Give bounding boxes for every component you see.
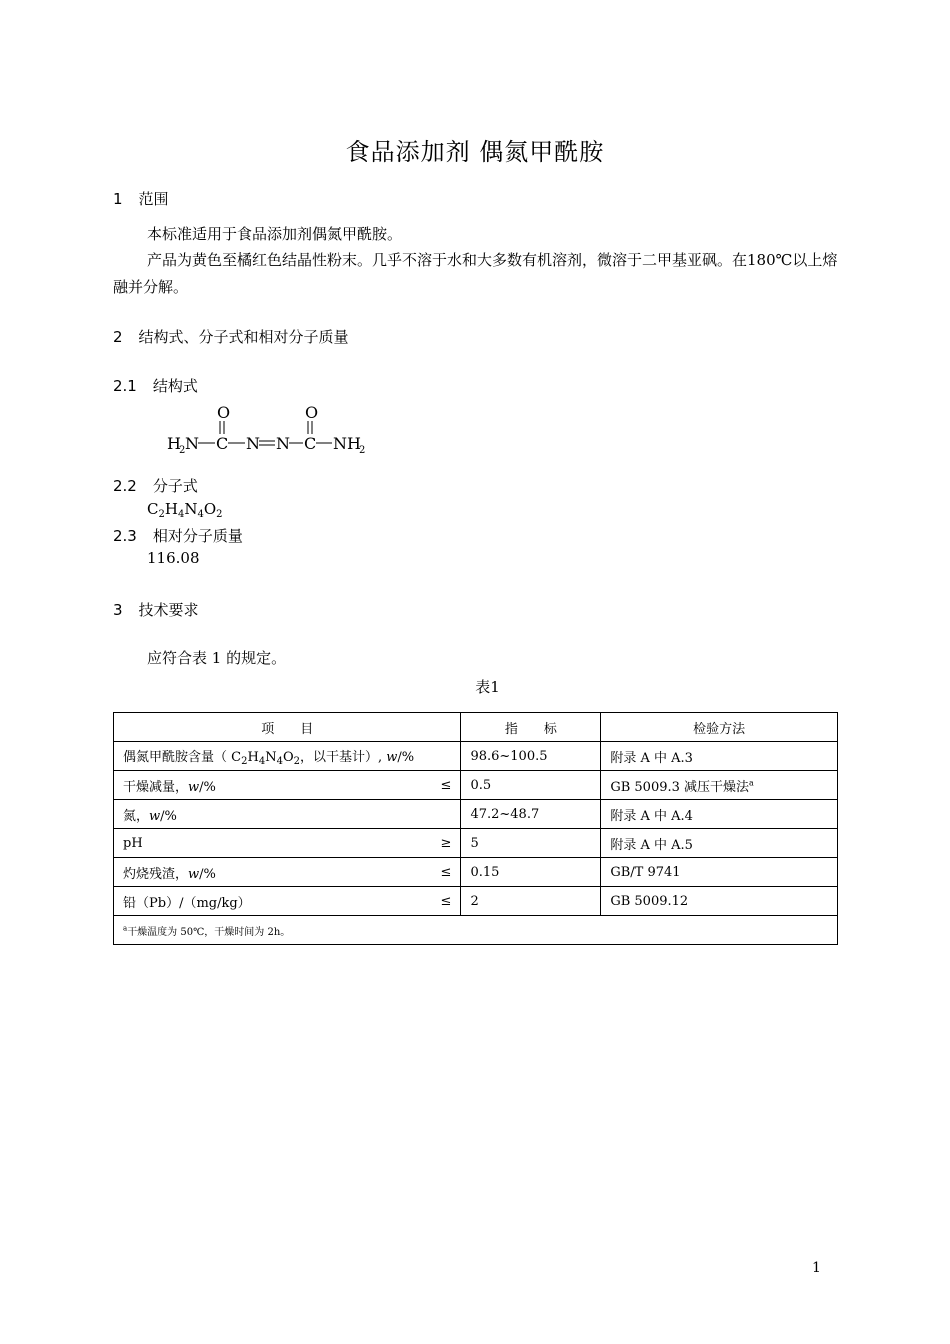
table-caption: 表1 [475,678,500,696]
table-row [114,887,838,916]
row-item: pH ≥ [114,829,461,858]
section-2-1-heading [113,375,198,396]
row-item: 干燥减量，w/% ≤ [114,771,461,800]
row-item: 灼烧残渣，w/% ≤ [114,858,461,887]
requirements-table [113,712,838,945]
row-method: 附录 A 中 A.4 [601,800,838,829]
molecular-formula: $C_2H_4N_4O_2$ [147,500,223,520]
section-3-heading [113,599,199,620]
section-title: 相对分子质量 [152,527,243,545]
formula-c-right: C [304,434,317,453]
section-number: 2.3 [113,527,137,545]
comparison-symbol: ≥ [440,835,452,851]
row-method: GB/T 9741 [601,858,838,887]
table-row [114,771,838,800]
row-item: 氮，w/% [114,800,461,829]
section-number: 1 [113,190,123,208]
molecular-mass: 116.08 [147,549,200,567]
section-2-heading [113,326,349,347]
table-header-row [114,713,838,742]
table-footnote: $^a$干燥温度为 50℃，干燥时间为 2h。 [114,916,838,945]
comparison-symbol: ≤ [440,893,452,909]
row-value: 98.6~100.5 [461,742,601,771]
formula-oxygen-left: O [217,403,231,422]
table-row [114,800,838,829]
row-value: 0.5 [461,771,601,800]
section-2-2-heading [113,475,198,496]
section-number: 2.2 [113,477,137,495]
section-title: 结构式 [152,377,198,395]
row-method: 附录 A 中 A.3 [601,742,838,771]
table-row [114,829,838,858]
header-index: 指 标 [461,713,601,742]
scope-paragraph-2: 产品为黄色至橘红色结晶性粉末。几乎不溶于水和大多数有机溶剂，微溶于二甲基亚砜。在180℃以上熔融并分解。 [113,251,838,296]
row-value: 47.2~48.7 [461,800,601,829]
formula-n-mid1: N [246,434,260,453]
row-method: GB 5009.12 [601,887,838,916]
requirements-paragraph: 应符合表 1 的规定。 [147,649,287,667]
formula-nh-sub: 2 [359,445,366,456]
formula-oxygen-right: O [305,403,319,422]
comparison-symbol: ≤ [440,864,452,880]
row-value: 2 [461,887,601,916]
section-2-3-heading [113,525,243,546]
section-title: 范围 [138,190,169,208]
section-number: 2 [113,328,123,346]
section-title: 技术要求 [138,601,199,619]
comparison-symbol: ≤ [440,777,452,793]
row-value: 5 [461,829,601,858]
formula-h: H [167,434,181,453]
row-item: 铅（Pb）/（mg/kg） ≤ [114,887,461,916]
document-title: 食品添加剂 偶氮甲酰胺 [345,138,605,166]
section-title: 结构式、分子式和相对分子质量 [138,328,349,346]
formula-h-sub: 2 [179,445,186,456]
section-title: 分子式 [152,477,198,495]
row-value: 0.15 [461,858,601,887]
table-note-row [114,916,838,945]
table-row [114,858,838,887]
header-method: 检验方法 [601,713,838,742]
row-method: 附录 A 中 A.5 [601,829,838,858]
section-number: 2.1 [113,377,137,395]
formula-n-left: N [185,434,199,453]
page-number: 1 [812,1260,821,1276]
row-method: GB 5009.3 减压干燥法$^a$ [601,771,838,800]
header-item: 项 目 [114,713,461,742]
structural-formula [165,400,375,462]
table-row [114,742,838,771]
formula-nh: NH [333,434,361,453]
row-item: 偶氮甲酰胺含量（ $C_2H_4N_4O_2$，以干基计）, w/% [114,742,461,771]
section-number: 3 [113,601,123,619]
section-1-heading [113,188,169,209]
formula-n-mid2: N [276,434,290,453]
scope-paragraph-1: 本标准适用于食品添加剂偶氮甲酰胺。 [147,225,403,243]
formula-c-left: C [216,434,229,453]
